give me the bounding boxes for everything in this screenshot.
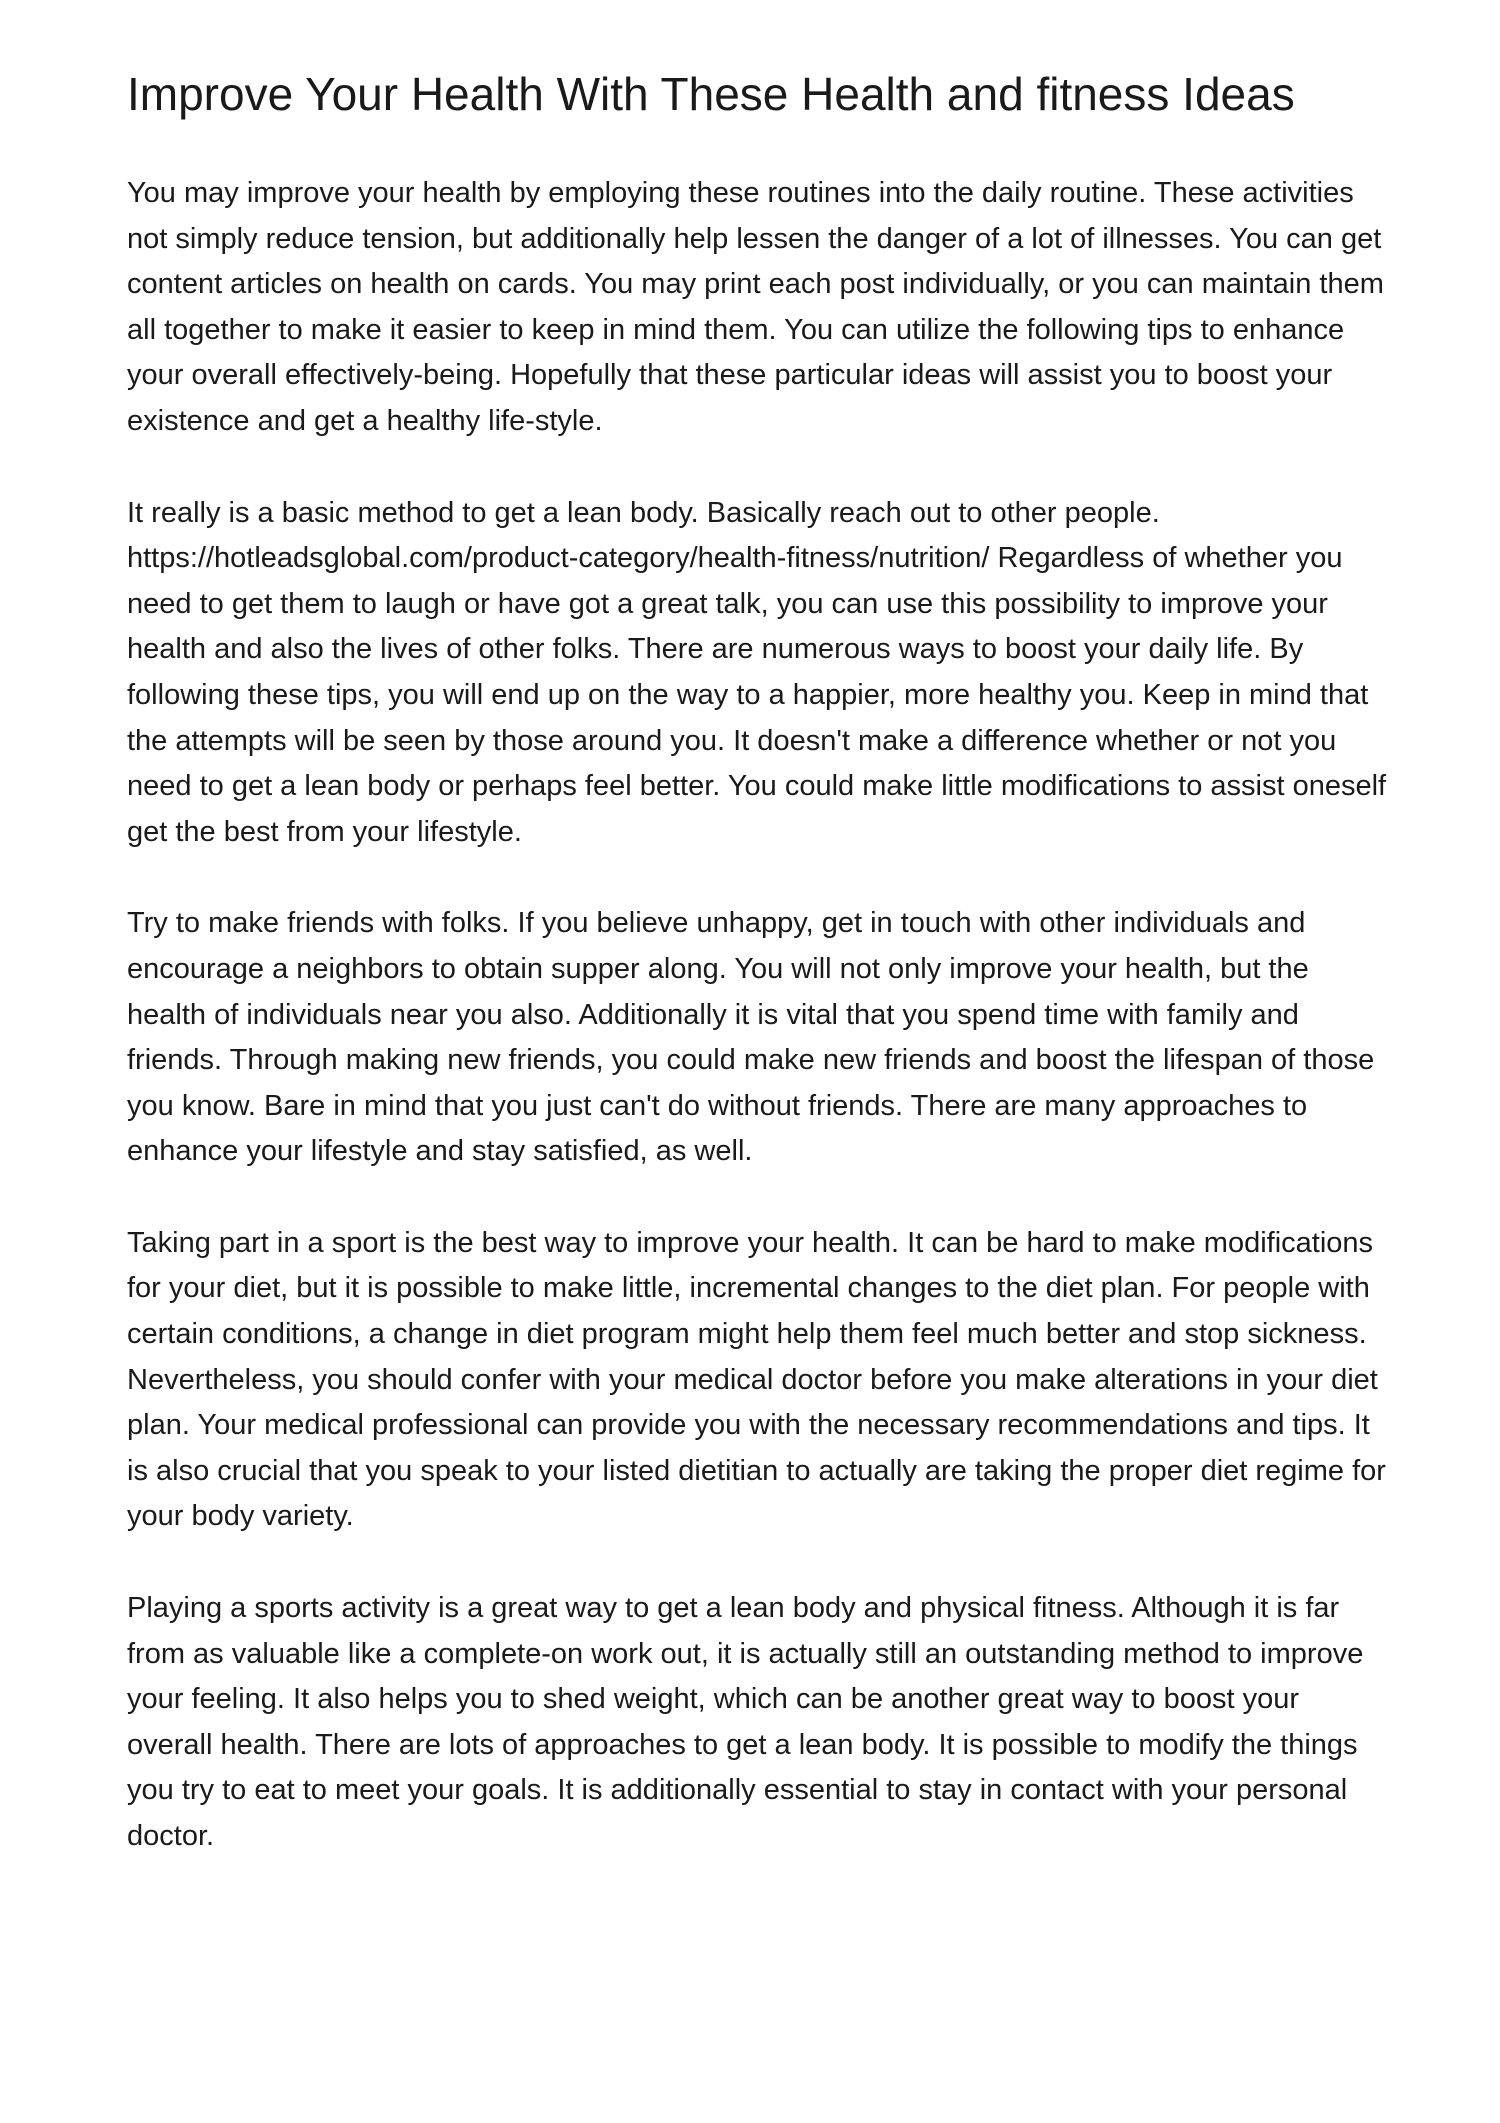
document-body bbox=[127, 171, 1387, 1860]
paragraph-5: Playing a sports activity is a great way to get a lean body and physical fitness. Although it is far from as valuable like a complete-on work out, it is actually still an outstanding method to improve your feeling. It also helps you to shed weight, which can be another great way to boost your overall health. There are lots of approaches to get a lean body. It is possible to modify the things you try to eat to meet your goals. It is additionally essential to stay in contact with your personal doctor. bbox=[127, 1592, 1364, 1852]
document-page bbox=[127, 64, 1387, 1906]
paragraph-2: It really is a basic method to get a lean body. Basically reach out to other people. https://hotleadsglobal.com/product-category/health-fitness/nutrition/ Regardless of whether you need to get them to laugh or have got a great talk, you can use this possibility to improve your health and also the lives of other folks. There are numerous ways to boost your daily life. By following these tips, you will end up on the way to a happier, more healthy you. Keep in mind that the attempts will be seen by those around you. It doesn't make a difference whether or not you need to get a lean body or perhaps feel better. You could make little modifications to assist oneself get the best from your lifestyle. bbox=[127, 496, 1387, 848]
document-title: Improve Your Health With These Health and fitness Ideas bbox=[127, 68, 1295, 120]
paragraph-1: You may improve your health by employing these routines into the daily routine. These activities not simply reduce tension, but additionally help lessen the danger of a lot of illnesses. You can get content articles on health on cards. You may print each post individually, or you can maintain them all together to make it easier to keep in mind them. You can utilize the following tips to enhance your overall effectively-being. Hopefully that these particular ideas will assist you to boost your existence and get a healthy life-style. bbox=[127, 177, 1384, 437]
paragraph-3: Try to make friends with folks. If you believe unhappy, get in touch with other individuals and encourage a neighbors to obtain supper along. You will not only improve your health, but the health of individuals near you also. Additionally it is vital that you spend time with family and friends. Through making new friends, you could make new friends and boost the lifespan of those you know. Bare in mind that you just can't do without friends. There are many approaches to enhance your lifestyle and stay satisfied, as well. bbox=[127, 907, 1375, 1168]
paragraph-4: Taking part in a sport is the best way to improve your health. It can be hard to make modifications for your diet, but it is possible to make little, incremental changes to the diet plan. For people with certain conditions, a change in diet program might help them feel much better and stop sickness. Nevertheless, you should confer with your medical doctor before you make alterations in your diet plan. Your medical professional can provide you with the necessary recommendations and tips. It is also crucial that you speak to your listed dietitian to actually are taking the proper diet regime for your body variety. bbox=[127, 1226, 1386, 1533]
